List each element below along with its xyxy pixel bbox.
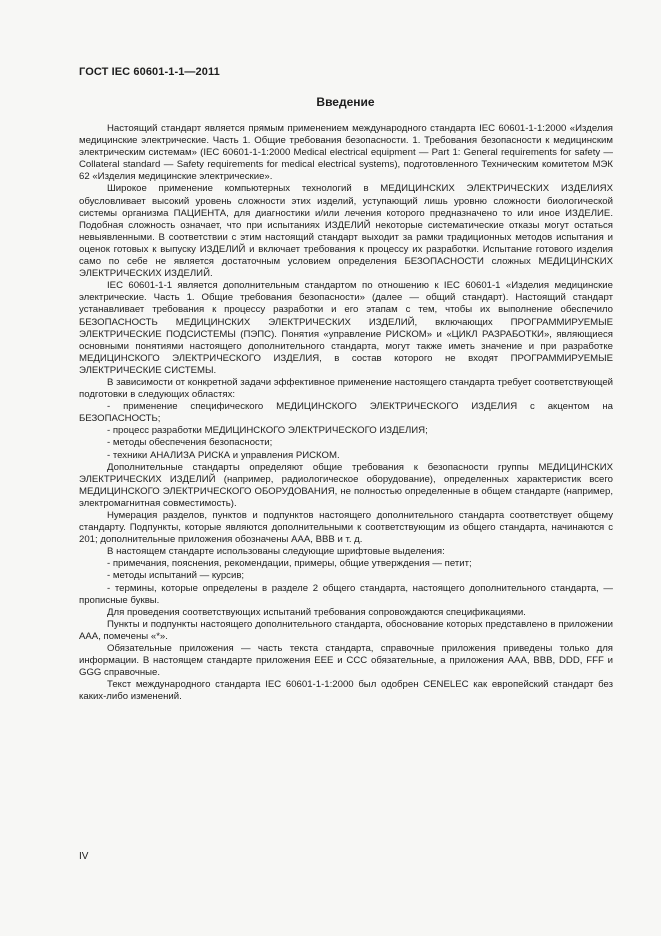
paragraph: Пункты и подпункты настоящего дополнительного стандарта, обоснование которых представлено в приложении AAA, помечены «*». [79,618,613,642]
document-header: ГОСТ IEC 60601-1-1—2011 [79,66,220,78]
body-text [79,123,613,704]
paragraph: Настоящий стандарт является прямым применением международного стандарта IEC 60601-1-1:2000 «Изделия медицинские электрические. Часть 1. Общие требования безопасности. 1. Требования безопасности к медицинским электрическим системам» (IEC 60601-1-1:2000 Medical electrical equipment — Part 1: General requirements for safety — Collateral standard — Safety requirements for medical electrical systems), подготовленного Техническим комитетом МЭК 62 «Изделия медицинские электрические». [79,123,613,183]
list-item: - методы обеспечения безопасности; [107,437,273,449]
paragraph: Нумерация разделов, пунктов и подпунктов настоящего дополнительного стандарта соответствует общему стандарту. Подпункты, которые являются дополнительными к соответствующим из общего стандарта, начинаются с 201; дополнительные приложения обозначены AAA, BBB и т. д. [79,510,613,546]
paragraph: В настоящем стандарте использованы следующие шрифтовые выделения: [107,546,445,558]
page-number: IV [79,851,89,862]
section-title: Введение [316,95,375,109]
paragraph: Обязательные приложения — часть текста стандарта, справочные приложения приведены только для информации. В настоящем стандарте приложения EEE и CCC обязательные, а приложения AAA, BBB, DDD, FFF и GGG справочные. [79,643,613,679]
paragraph: Текст международного стандарта IEC 60601-1-1:2000 был одобрен CENELEC как европейский стандарт без каких-либо изменений. [79,679,613,703]
paragraph: Дополнительные стандарты определяют общие требования к безопасности группы МЕДИЦИНСКИХ ЭЛЕКТРИЧЕСКИХ ИЗДЕЛИЙ (например, радиологическое оборудование), определенных характеристик всего МЕДИЦИНСКОГО ЭЛЕКТРИЧЕСКОГО ОБОРУДОВАНИЯ, не полностью определенные в общем стандарте (например, электромагнитная совместимость). [79,461,613,509]
paragraph: IEC 60601-1-1 является дополнительным стандартом по отношению к IEC 60601-1 «Изделия медицинские электрические. Часть 1. Общие требования безопасности» (далее — общий стандарт). Настоящий стандарт устанавливает требования к процессу разработки и его этапам с тем, чтобы их выполнение обеспечило БЕЗОПАСНОСТЬ МЕДИЦИНСКИХ ЭЛЕКТРИЧЕСКИХ ИЗДЕЛИЙ, включающих ПРОГРАММИРУЕМЫЕ ЭЛЕКТРИЧЕСКИЕ ПОДСИСТЕМЫ (ПЭПС). Понятия «управление РИСКОМ» и «ЦИКЛ РАЗРАБОТКИ», являющиеся основными понятиями настоящего дополнительного стандарта, могут также иметь значение и при разработке МЕДИЦИНСКОГО ЭЛЕКТРИЧЕСКОГО ИЗДЕЛИЯ, в состав которого не входят ПРОГРАММИРУЕМЫЕ ЭЛЕКТРИЧЕСКИЕ СИСТЕМЫ. [79,280,613,376]
list-item: - термины, которые определены в разделе 2 общего стандарта, настоящего дополнительного стандарта, — прописные буквы. [79,582,613,606]
list-item: - методы испытаний — курсив; [107,570,245,582]
paragraph: Широкое применение компьютерных технологий в МЕДИЦИНСКИХ ЭЛЕКТРИЧЕСКИХ ИЗДЕЛИЯХ обусловливает высокий уровень сложности этих изделий, уступающий лишь уровню сложности биологической системы организма ПАЦИЕНТА, для диагностики и/или лечения которого предназначено то или иное ИЗДЕЛИЕ. Подобная сложность означает, что при испытаниях ИЗДЕЛИЙ некоторые систематические отказы могут остаться невыявленными. В соответствии с этим настоящий стандарт выходит за рамки традиционных методов испытания и оценок готовых к выпуску ИЗДЕЛИЙ и включает требования к процессу их разработки. Испытание готового изделия само по себе не является достаточным условием определения БЕЗОПАСНОСТИ сложных МЕДИЦИНСКИХ ЭЛЕКТРИЧЕСКИХ ИЗДЕЛИЙ. [79,183,613,280]
paragraph: Для проведения соответствующих испытаний требования сопровождаются спецификациями. [107,606,526,618]
paragraph: В зависимости от конкретной задачи эффективное применение настоящего стандарта требует соответствующей подготовки в следующих областях: [79,376,614,401]
list-item: - техники АНАЛИЗА РИСКА и управления РИСКОМ. [107,449,340,461]
list-item: - процесс разработки МЕДИЦИНСКОГО ЭЛЕКТРИЧЕСКОГО ИЗДЕЛИЯ; [107,425,428,437]
list-item: - примечания, пояснения, рекомендации, примеры, общие утверждения — петит; [107,558,472,570]
list-item: - применение специфического МЕДИЦИНСКОГО ЭЛЕКТРИЧЕСКОГО ИЗДЕЛИЯ с акцентом на БЕЗОПАСНОСТЬ; [79,401,613,425]
